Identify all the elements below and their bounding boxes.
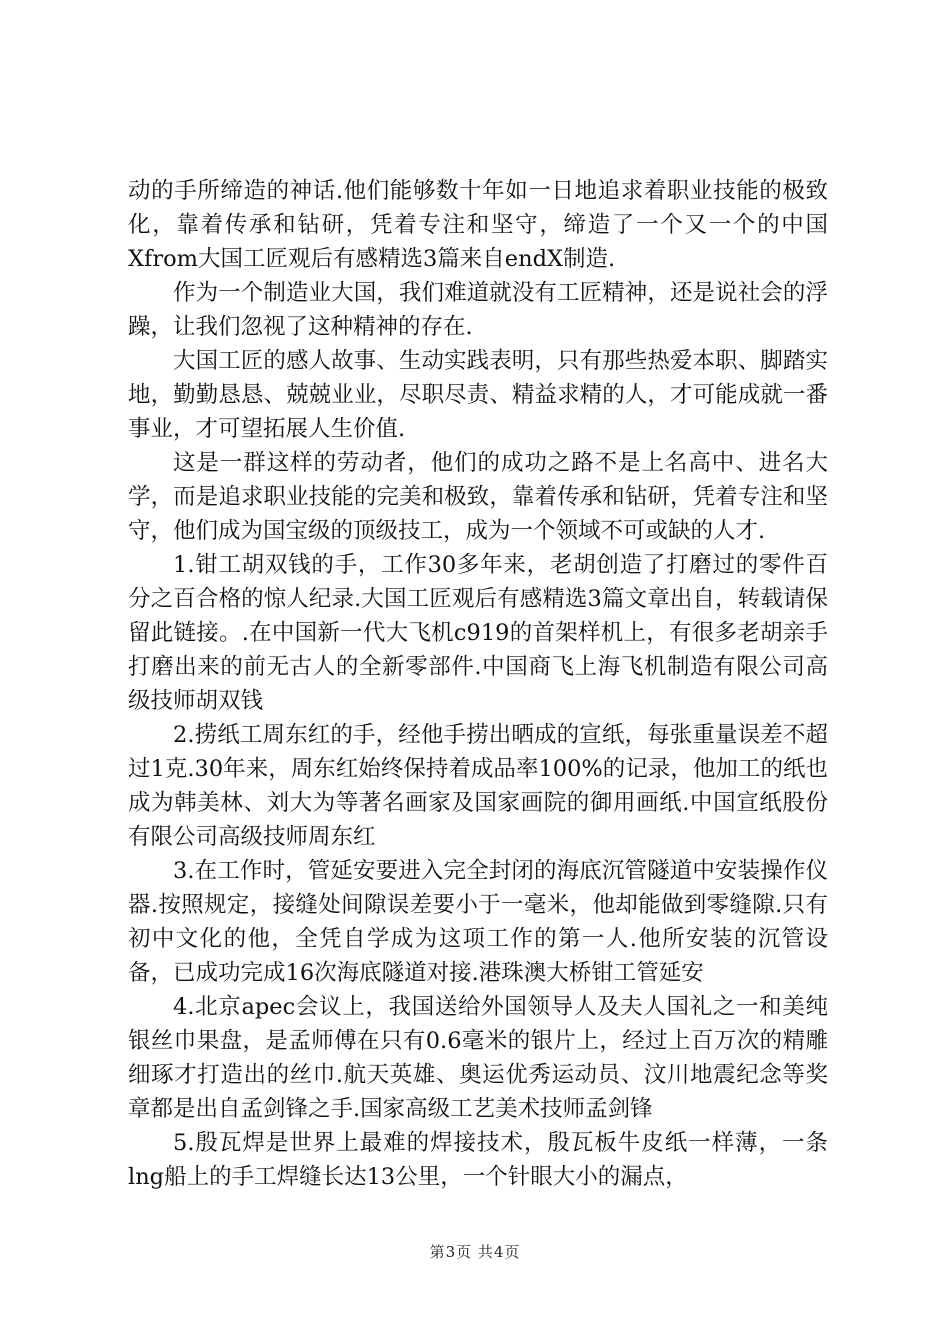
paragraph: 作为一个制造业大国，我们难道就没有工匠精神，还是说社会的浮躁，让我们忽视了这种精神的存在. — [128, 280, 828, 340]
paragraph: 2.捞纸工周东红的手，经他手捞出晒成的宣纸，每张重量误差不超过1克.30年来，周东红始终保持着成品率100%的记录，他加工的纸也成为韩美林、刘大为等著名画家及国家画院的御用画纸.中国宣纸股份有限公司高级技师周东红 — [128, 722, 828, 850]
page-number-footer: 第3页 共4页 — [429, 1243, 521, 1261]
document-body — [128, 174, 828, 1194]
paragraph: 3.在工作时，管延安要进入完全封闭的海底沉管隧道中安装操作仪器.按照规定，接缝处间隙误差要小于一毫米，他却能做到零缝隙.只有初中文化的他，全凭自学成为这项工作的第一人.他所安装的沉管设备，已成功完成16次海底隧道对接.港珠澳大桥钳工管延安 — [128, 858, 828, 986]
paragraph: 1.钳工胡双钱的手，工作30多年来，老胡创造了打磨过的零件百分之百合格的惊人纪录.大国工匠观后有感精选3篇文章出自，转载请保留此链接。.在中国新一代大飞机c919的首架样机上，有很多老胡亲手打磨出来的前无古人的全新零部件.中国商飞上海飞机制造有限公司高级技师胡双钱 — [128, 552, 828, 714]
paragraph: 5.殷瓦焊是世界上最难的焊接技术，殷瓦板牛皮纸一样薄，一条lng船上的手工焊缝长达13公里，一个针眼大小的漏点， — [128, 1130, 828, 1190]
paragraph: 4.北京apec会议上，我国送给外国领导人及夫人国礼之一和美纯银丝巾果盘，是孟师傅在只有0.6毫米的银片上，经过上百万次的精雕细琢才打造出的丝巾.航天英雄、奥运优秀运动员、汶川地震纪念等奖章都是出自孟剑锋之手.国家高级工艺美术技师孟剑锋 — [128, 994, 828, 1122]
paragraph: 大国工匠的感人故事、生动实践表明，只有那些热爱本职、脚踏实地，勤勤恳恳、兢兢业业，尽职尽责、精益求精的人，才可能成就一番事业，才可望拓展人生价值. — [128, 348, 828, 442]
paragraph: 动的手所缔造的神话.他们能够数十年如一日地追求着职业技能的极致化，靠着传承和钻研，凭着专注和坚守，缔造了一个又一个的中国Xfrom大国工匠观后有感精选3篇来自endX制造. — [128, 178, 828, 272]
paragraph: 这是一群这样的劳动者，他们的成功之路不是上名高中、进名大学，而是追求职业技能的完美和极致，靠着传承和钻研，凭着专注和坚守，他们成为国宝级的顶级技工，成为一个领域不可或缺的人才. — [128, 450, 828, 544]
